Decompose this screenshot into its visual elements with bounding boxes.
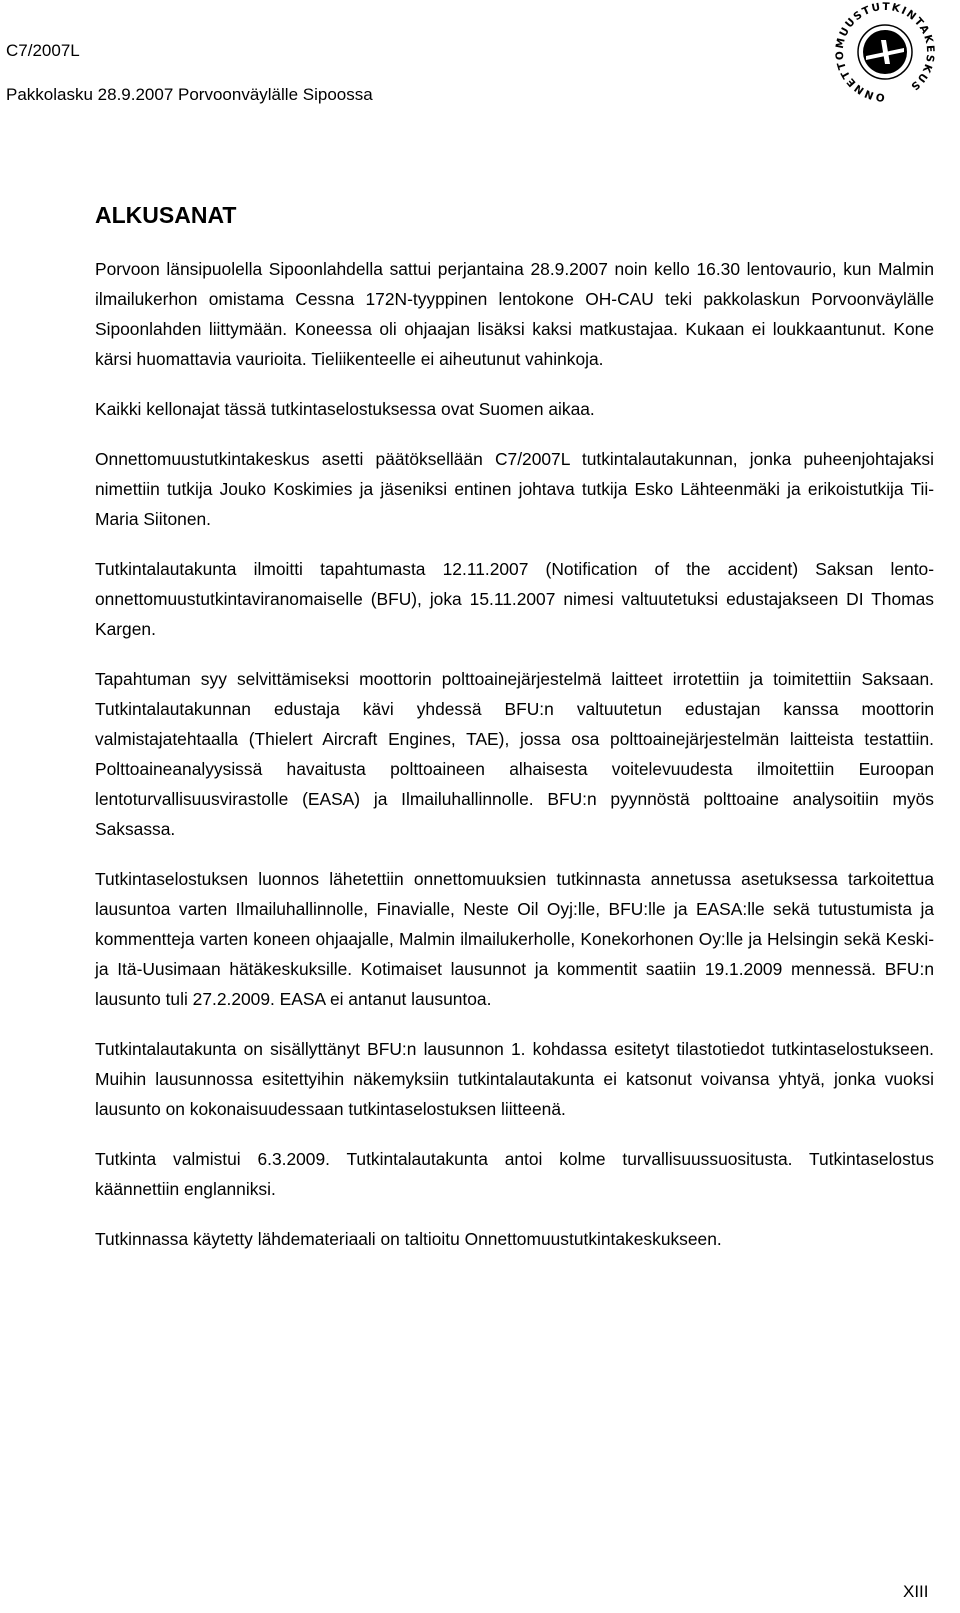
paragraph-completion: Tutkinta valmistui 6.3.2009. Tutkintalautakunta antoi kolme turvallisuussuositusta. Tutkintaselostus käännettiin englanniksi. bbox=[95, 1149, 934, 1199]
paragraph-bfu-statement: Tutkintalautakunta on sisällyttänyt BFU:n lausunnon 1. kohdassa esitetyt tilastotiedot tutkintaselostukseen. Muihin lausunnossa esitettyihin näkemyksiin tutkintalautakunta ei katsonut voivansa yhtyä, jonka vuoksi lausunto on kokonaisuudessaan tutkintaselostuksen liitteenä. bbox=[95, 1039, 934, 1119]
foreword-body bbox=[95, 254, 934, 1274]
page-number: XIII bbox=[903, 1582, 929, 1601]
paragraph-draft-report: Tutkintaselostuksen luonnos lähetettiin onnettomuuksien tutkinnasta annetussa asetuksessa tarkoitettua lausuntoa varten Ilmailuhallinnolle, Finavialle, Neste Oil Oyj:lle, BFU:lle ja EASA:lle sekä tutustumista ja kommentteja varten koneen ohjaajalle, Malmin ilmailukerholle, Konekorhonen Oy:lle ja Helsingin sekä Keski- ja Itä-Uusimaan hätäkeskuksille. Kotimaiset lausunnot ja kommentit saatiin 19.1.2009 mennessä. BFU:n lausunto tuli 27.2.2009. EASA ei antanut lausuntoa. bbox=[95, 869, 934, 1009]
section-heading: ALKUSANAT bbox=[95, 202, 237, 228]
paragraph-archive: Tutkinnassa käytetty lähdemateriaali on taltioitu Onnettomuustutkintakeskukseen. bbox=[95, 1229, 722, 1249]
paragraph-times: Kaikki kellonajat tässä tutkintaselostuksessa ovat Suomen aikaa. bbox=[95, 399, 595, 419]
paragraph-cause-investigation: Tapahtuman syy selvittämiseksi moottorin polttoainejärjestelmä laitteet irrotettiin ja toimitettiin Saksaan. Tutkintalautakunnan edustaja kävi yhdessä BFU:n valtuutetun edustajan kanssa moottorin valmistajatehtaalla (Thielert Aircraft Engines, TAE), jossa osa polttoainejärjestelmän laitteista testattiin. Polttoaineanalyysissä havaitusta polttoaineen alhaisesta voitelevuudesta ilmoitettiin Euroopan lentoturvallisuusvirastolle (EASA) ja Ilmailuhallinnolle. BFU:n pyynnöstä polttoaine analysoitiin myös Saksassa. bbox=[95, 669, 934, 839]
paragraph-notification: Tutkintalautakunta ilmoitti tapahtumasta 12.11.2007 (Notification of the accident) Saksan lento-onnettomuustutkintaviranomaiselle (BFU), joka 15.11.2007 nimesi valtuutetuksi edustajakseen DI Thomas Kargen. bbox=[95, 559, 934, 639]
report-title: Pakkolasku 28.9.2007 Porvoonväylälle Sipoossa bbox=[6, 85, 373, 104]
logo-ring-text: ONNETTOMUUSTUTKINTAKESKUS bbox=[833, 0, 937, 104]
paragraph-incident: Porvoon länsipuolella Sipoonlahdella sattui perjantaina 28.9.2007 noin kello 16.30 lentovaurio, kun Malmin ilmailukerhon omistama Cessna 172N-tyyppinen lentokone OH-CAU teki pakkolaskun Porvoonväylälle Sipoonlahden liittymään. Koneessa oli ohjaajan lisäksi kaksi matkustajaa. Kukaan ei loukkaantunut. Kone kärsi huomattavia vaurioita. Tieliikenteelle ei aiheutunut vahinkoja. bbox=[95, 259, 934, 369]
report-id: C7/2007L bbox=[6, 41, 80, 60]
paragraph-commission: Onnettomuustutkintakeskus asetti päätöksellään C7/2007L tutkintalautakunnan, jonka puheenjohtajaksi nimettiin tutkija Jouko Koskimies ja jäseniksi entinen johtava tutkija Esko Lähteenmäki ja erikoistutkija Tii-Maria Siitonen. bbox=[95, 449, 934, 529]
onnettomuustutkintakeskus-logo bbox=[826, 0, 944, 104]
